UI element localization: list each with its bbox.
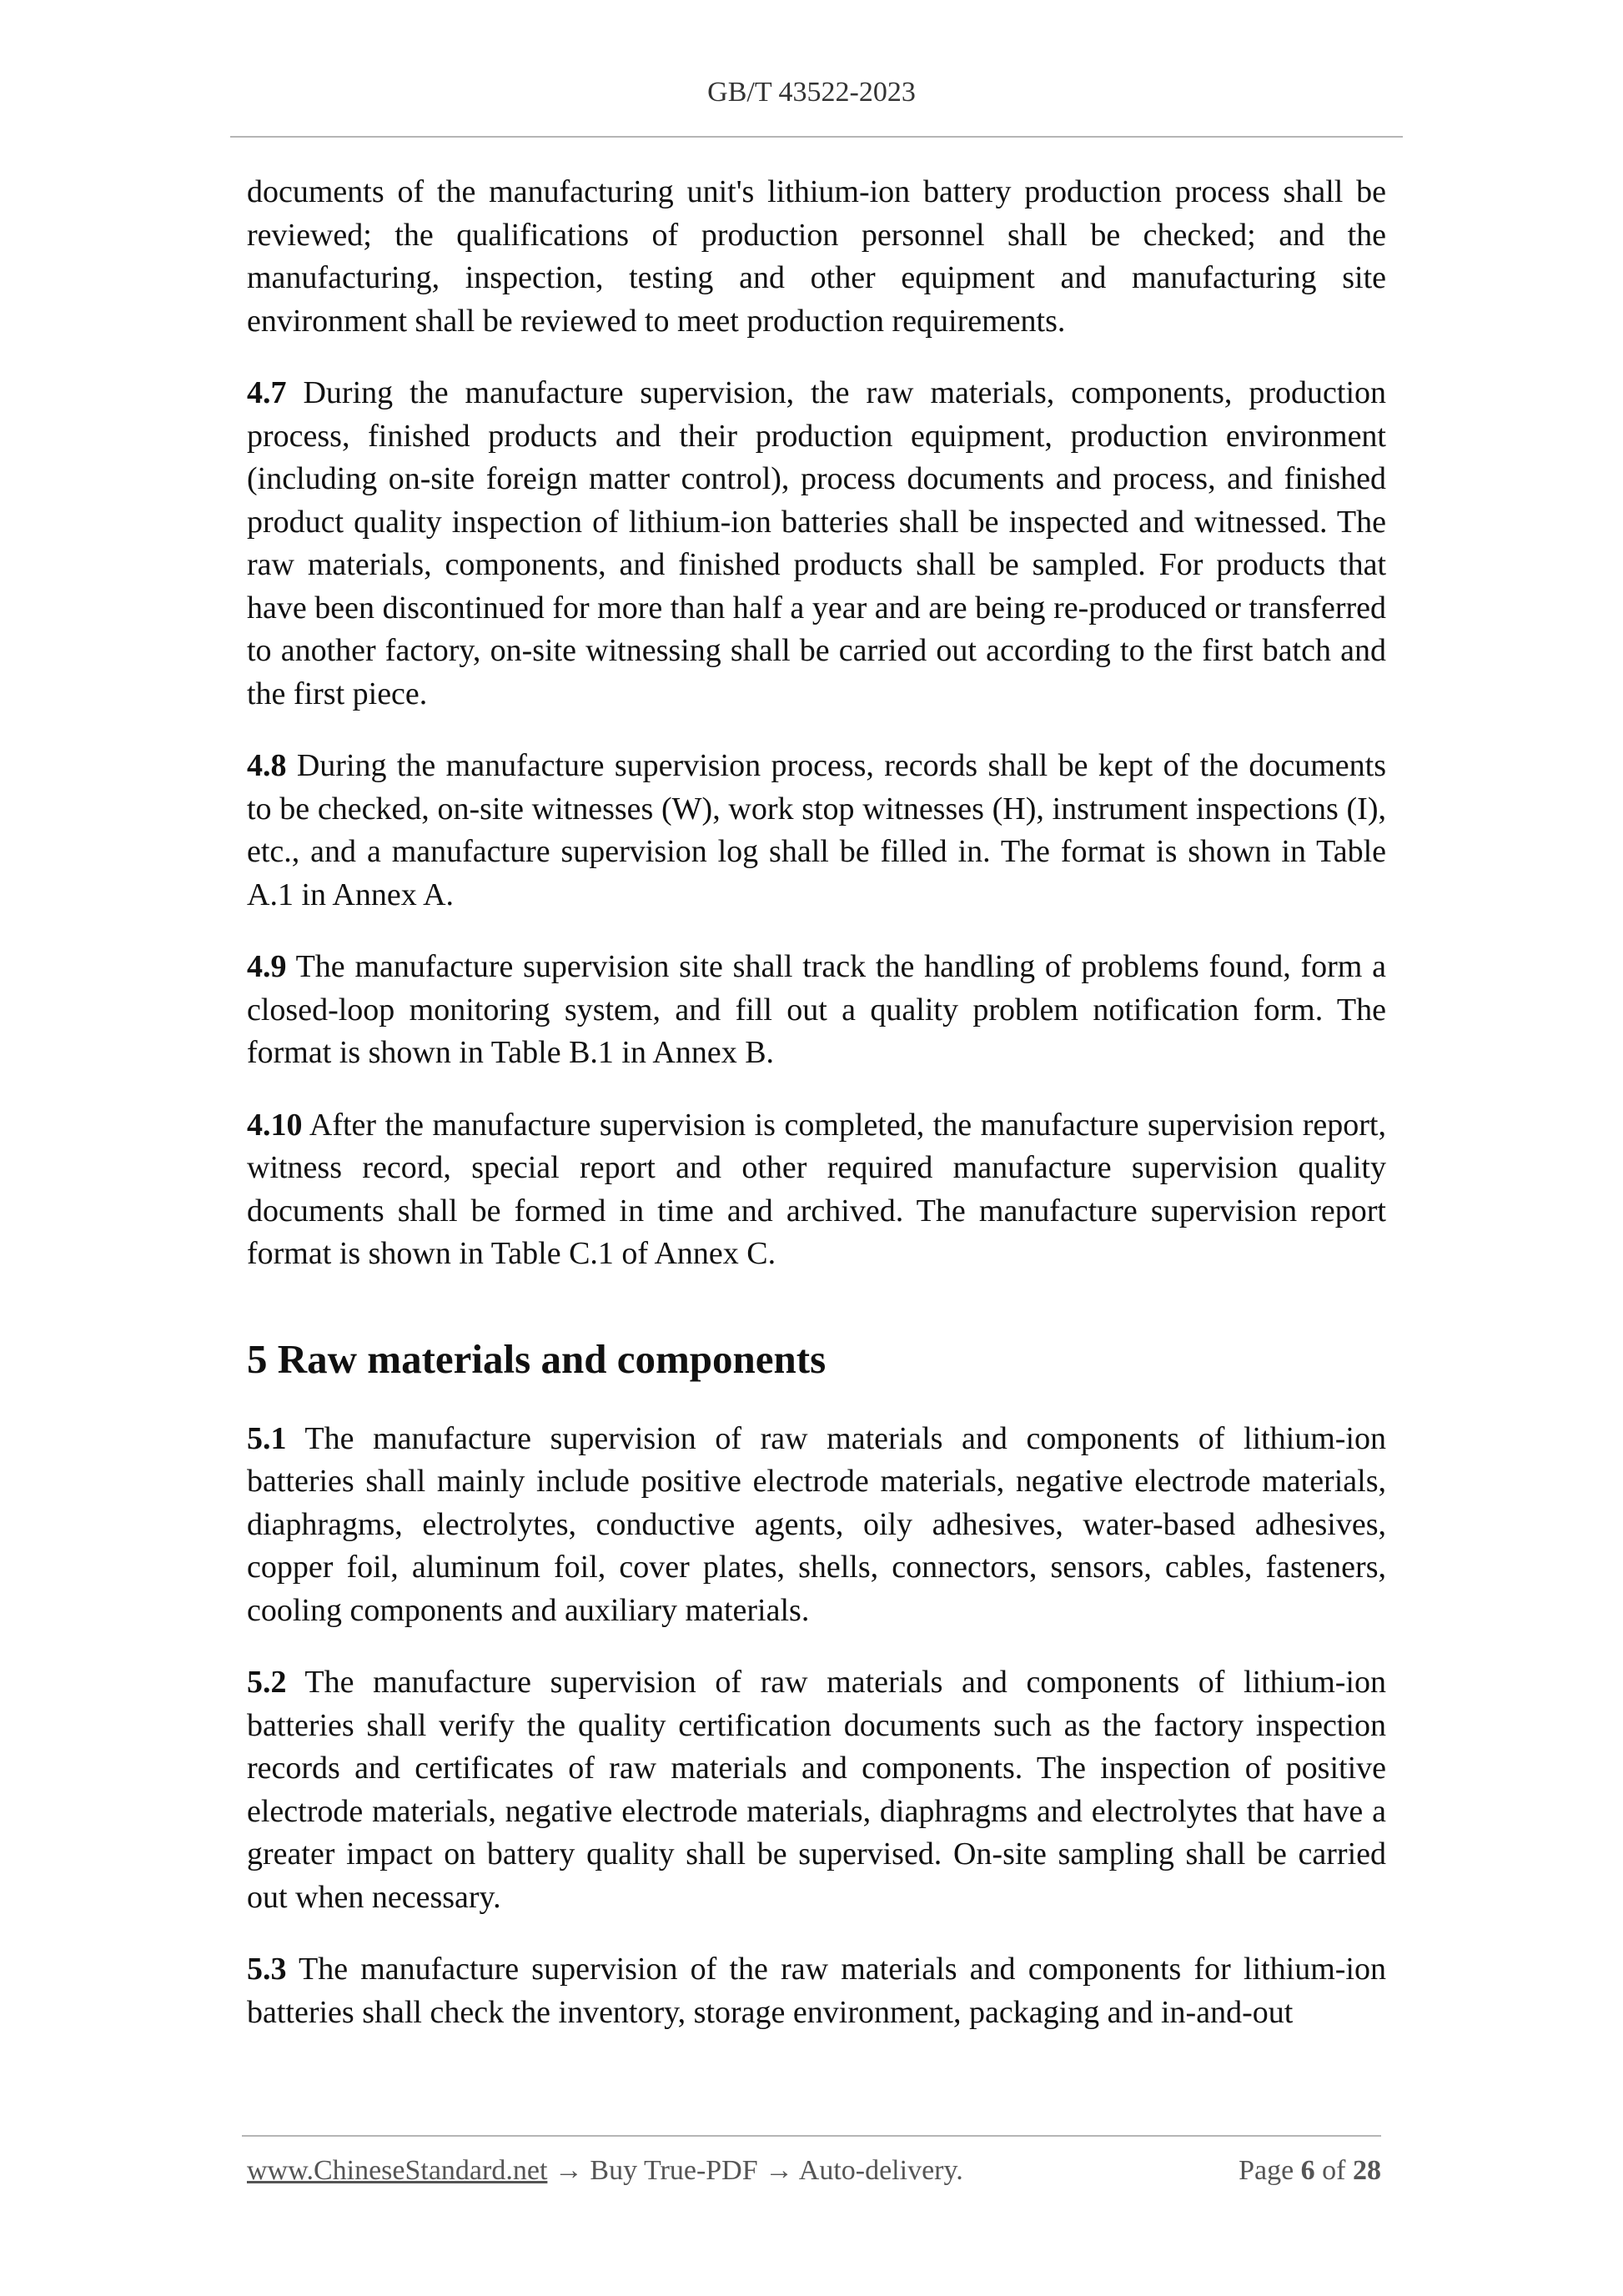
clause-number: 5.3 (247, 1952, 287, 1987)
clause-text: During the manufacture supervision process, records shall be kept of the documents to be checked, on-site witnesses (W), work stop witnesses (H), instrument inspections (I), etc., and a manufacture supervision log shall be filled in. The format is shown in Table A.1 in Annex A. (247, 748, 1386, 912)
footer-divider (242, 2135, 1381, 2137)
clause-text: The manufacture supervision of raw materials and components of lithium-ion batteries shall mainly include positive electrode materials, negative electrode materials, diaphragms, electrolytes, conductive agents, oily adhesives, water-based adhesives, copper foil, aluminum foil, cover plates, shells, connectors, sensors, cables, fasteners, cooling components and auxiliary materials. (247, 1420, 1386, 1628)
arrow-right-icon: → (757, 2155, 799, 2186)
clause-text: The manufacture supervision of raw materials and components of lithium-ion batteries shall verify the quality certification documents such as the factory inspection records and certificates of raw materials and components. The inspection of positive electrode materials, negative electrode materials, diaphragms and electrolytes that have a greater impact on battery quality shall be supervised. On-site sampling shall be carried out when necessary. (247, 1665, 1386, 1915)
auto-delivery-text: Auto-delivery. (798, 2155, 963, 2186)
clause-number: 4.7 (247, 375, 287, 410)
arrow-right-icon: → (547, 2155, 590, 2186)
buy-pdf-text: Buy True-PDF (590, 2155, 758, 2186)
clause-number: 5.2 (247, 1665, 287, 1700)
clause-number: 4.9 (247, 949, 287, 984)
header-divider (230, 136, 1403, 138)
footer-promo (247, 2155, 963, 2187)
page-counter (1239, 2155, 1381, 2187)
clause-4-9 (247, 946, 1386, 1075)
page-number: 6 (1300, 2155, 1315, 2186)
clause-number: 5.1 (247, 1420, 287, 1456)
page-label: Page (1239, 2155, 1301, 2186)
section-heading-5: 5 Raw materials and components (247, 1335, 827, 1382)
clause-text: The manufacture supervision of the raw materials and components for lithium-ion batteries shall check the inventory, storage environment, packaging and in-and-out (247, 1952, 1386, 2030)
clause-number: 4.10 (247, 1107, 303, 1143)
clause-4-7 (247, 372, 1386, 716)
clause-text: During the manufacture supervision, the raw materials, components, production process, finished products and their production equipment, production environment (including on-site foreign matter control), process documents and process, and finished product quality inspection of lithium-ion batteries shall be inspected and witnessed. The raw materials, components, and finished products shall be sampled. For products that have been discontinued for more than half a year and are being re-produced or transferred to another factory, on-site witnessing shall be carried out according to the first batch and the first piece. (247, 375, 1386, 711)
page-header (0, 77, 1623, 108)
paragraph-text: documents of the manufacturing unit's lithium-ion battery production process shall be reviewed; the qualifications of production personnel shall be checked; and the manufacturing, inspection, testing and other equipment and manufacturing site environment shall be reviewed to meet production requirements. (247, 174, 1386, 339)
clause-text: The manufacture supervision site shall track the handling of problems found, form a closed-loop monitoring system, and fill out a quality problem notification form. The format is shown in Table B.1 in Annex B. (247, 949, 1386, 1070)
clause-number: 4.8 (247, 748, 287, 783)
clause-5-1 (247, 1418, 1386, 1633)
clause-5-3 (247, 1948, 1386, 2034)
total-pages: 28 (1353, 2155, 1381, 2186)
document-body (247, 171, 1386, 2063)
paragraph-continued (247, 171, 1386, 343)
clause-4-10 (247, 1104, 1386, 1276)
standard-code: GB/T 43522-2023 (707, 77, 916, 108)
clause-4-8 (247, 745, 1386, 917)
clause-text: After the manufacture supervision is completed, the manufacture supervision report, witness record, special report and other required manufacture supervision quality documents shall be formed in time and archived. The manufacture supervision report format is shown in Table C.1 of Annex C. (247, 1107, 1386, 1271)
of-label: of (1314, 2155, 1353, 2186)
website-link[interactable]: www.ChineseStandard.net (247, 2155, 548, 2186)
clause-5-2 (247, 1661, 1386, 1919)
